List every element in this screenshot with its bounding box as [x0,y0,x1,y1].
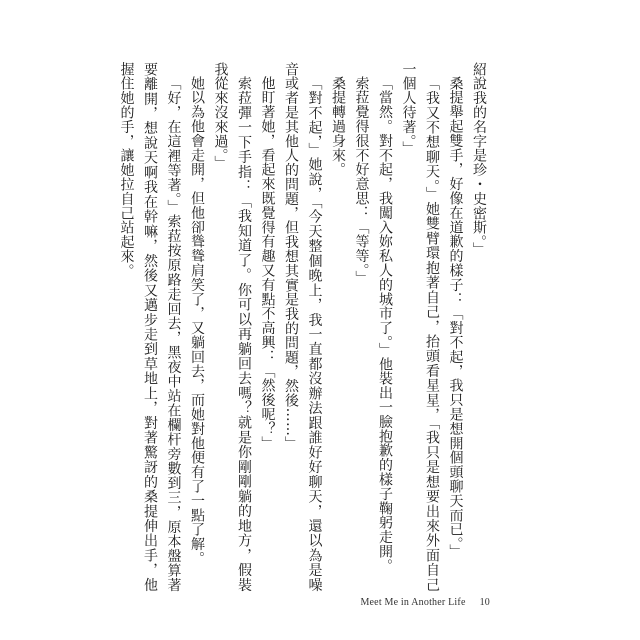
paragraph: 「我又不想聊天。」她雙臂環抱著自己，抬頭看星星，「我只是想要出來外面自己一個人待著。」 [400,62,440,592]
body-text [118,62,490,592]
paragraph: 「當然。對不起，我闖入妳私人的城市了。」他裝出一臉抱歉的樣子鞠躬走開。 [377,76,393,573]
page-number: 10 [479,597,490,608]
running-title: Meet Me in Another Life [360,597,466,608]
paragraph: 他盯著她，看起來既覺得有趣又有點不高興：「然後呢？」 [259,76,276,451]
paragraph: 桑提轉過身來。 [330,76,346,177]
paragraph: 索菈覺得很不好意思：「等等。」 [353,76,370,285]
paragraph: 「對不起，」她說，「今天整個晚上，我一直都沒辦法跟誰好好聊天，還以為是噪音或者是其他人的問題，但我想其實是我的問題，然後……」 [283,62,323,592]
paragraph: 「好，在這裡等著。」索菈按原路走回去，黑夜中站在欄杆旁數到三，原本盤算著要離開，想說天啊我在幹嘛，然後又邁步走到草地上，對著驚訝的桑提伸出手，他握住她的手，讓她拉自己站起來。 [118,62,182,592]
paragraph: 紹說我的名字是珍・史密斯。」 [471,62,487,257]
paragraph: 桑提舉起雙手，好像在道歉的樣子：「對不起，我只是想開個頭聊天而已。」 [447,76,464,559]
paragraph: 她以為他會走開，但他卻聳聳肩笑了，又躺回去，而她對他便有了一點了解。 [189,76,205,566]
paragraph: 索菈彈一下手指：「我知道了。你可以再躺回去嗎？就是你剛剛躺的地方，假裝我從來沒來過。」 [212,62,252,592]
page-footer [360,597,490,608]
